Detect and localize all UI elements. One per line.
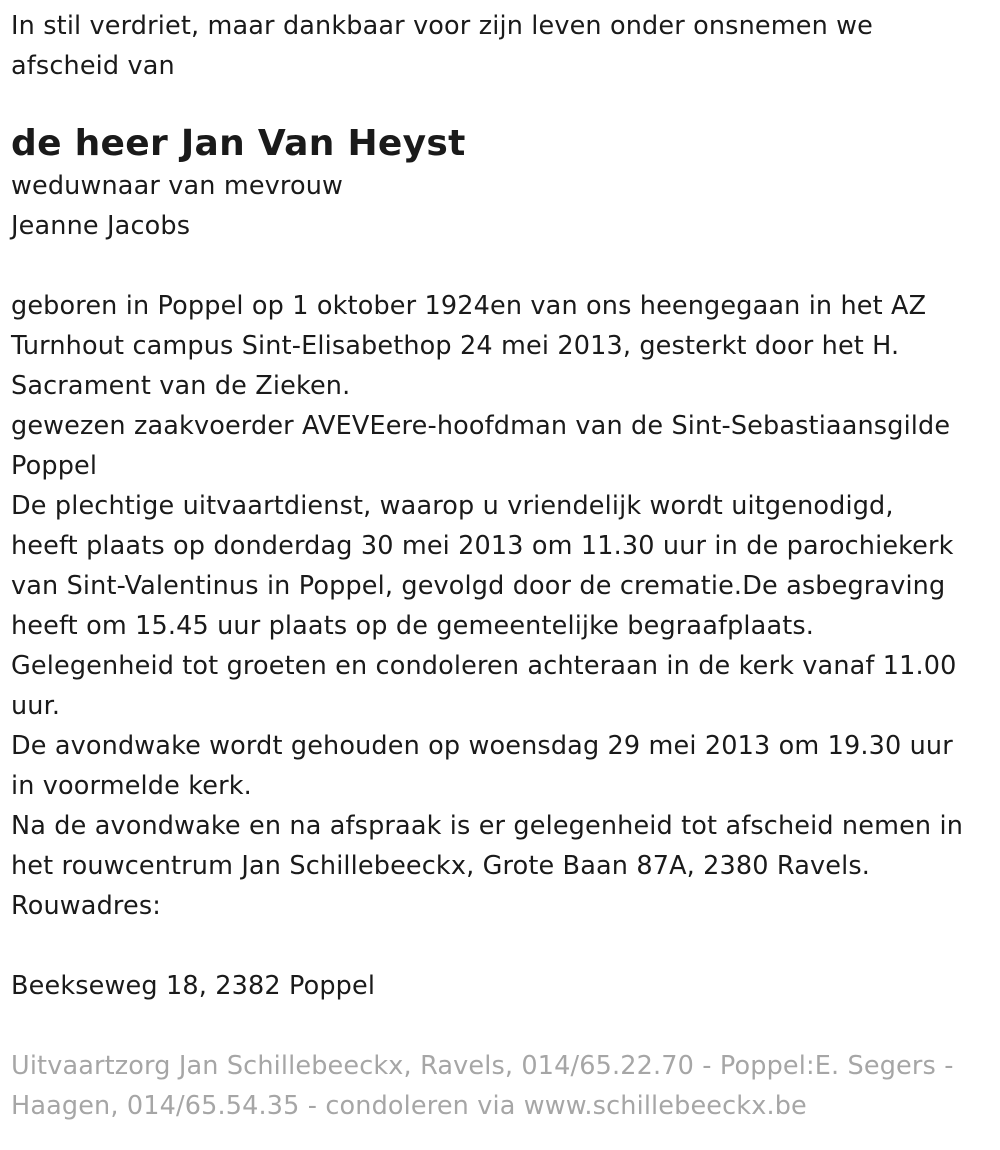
intro-line: In stil verdriet, maar dankbaar voor zijn leven onder onsnemen we (11, 11, 874, 41)
body-line: gewezen zaakvoerder AVEVEere-hoofdman van de Sint-Sebastiaansgilde (11, 411, 951, 441)
intro-text (11, 6, 988, 86)
relation-text (11, 166, 988, 246)
body-line: heeft plaats op donderdag 30 mei 2013 om 11.30 uur in de parochiekerk (11, 531, 954, 561)
body-line: het rouwcentrum Jan Schillebeeckx, Grote Baan 87A, 2380 Ravels. (11, 851, 871, 881)
body-line: De avondwake wordt gehouden op woensdag 29 mei 2013 om 19.30 uur (11, 731, 953, 761)
footer-line: Haagen, 014/65.54.35 - condoleren via www.schillebeeckx.be (11, 1091, 807, 1121)
body-line: geboren in Poppel op 1 oktober 1924en van ons heengegaan in het AZ (11, 291, 927, 321)
spacer (11, 926, 988, 966)
body-line: Na de avondwake en na afspraak is er gelegenheid tot afscheid nemen in (11, 811, 964, 841)
mourning-address: Beekseweg 18, 2382 Poppel (11, 971, 376, 1001)
body-line: heeft om 15.45 uur plaats op de gemeentelijke begraafplaats. (11, 611, 815, 641)
spacer (11, 246, 988, 286)
relation-line: Jeanne Jacobs (11, 211, 191, 241)
body-line: Sacrament van de Zieken. (11, 371, 351, 401)
body-line: van Sint-Valentinus in Poppel, gevolgd door de crematie.De asbegraving (11, 571, 946, 601)
body-line: De plechtige uitvaartdienst, waarop u vriendelijk wordt uitgenodigd, (11, 491, 894, 521)
body-line: in voormelde kerk. (11, 771, 252, 801)
body-line: uur. (11, 691, 61, 721)
deceased-name: de heer Jan Van Heyst (11, 123, 466, 164)
body-line: Poppel (11, 451, 98, 481)
intro-line: afscheid van (11, 51, 175, 81)
body-line: Rouwadres: (11, 891, 161, 921)
funeral-home-footer (11, 1046, 988, 1126)
body-line: Gelegenheid tot groeten en condoleren achteraan in de kerk vanaf 11.00 (11, 651, 957, 681)
relation-line: weduwnaar van mevrouw (11, 171, 344, 201)
footer-line: Uitvaartzorg Jan Schillebeeckx, Ravels, 014/65.22.70 - Poppel:E. Segers - (11, 1051, 954, 1081)
notice-body (11, 286, 988, 926)
body-line: Turnhout campus Sint-Elisabethop 24 mei 2013, gesterkt door het H. (11, 331, 900, 361)
